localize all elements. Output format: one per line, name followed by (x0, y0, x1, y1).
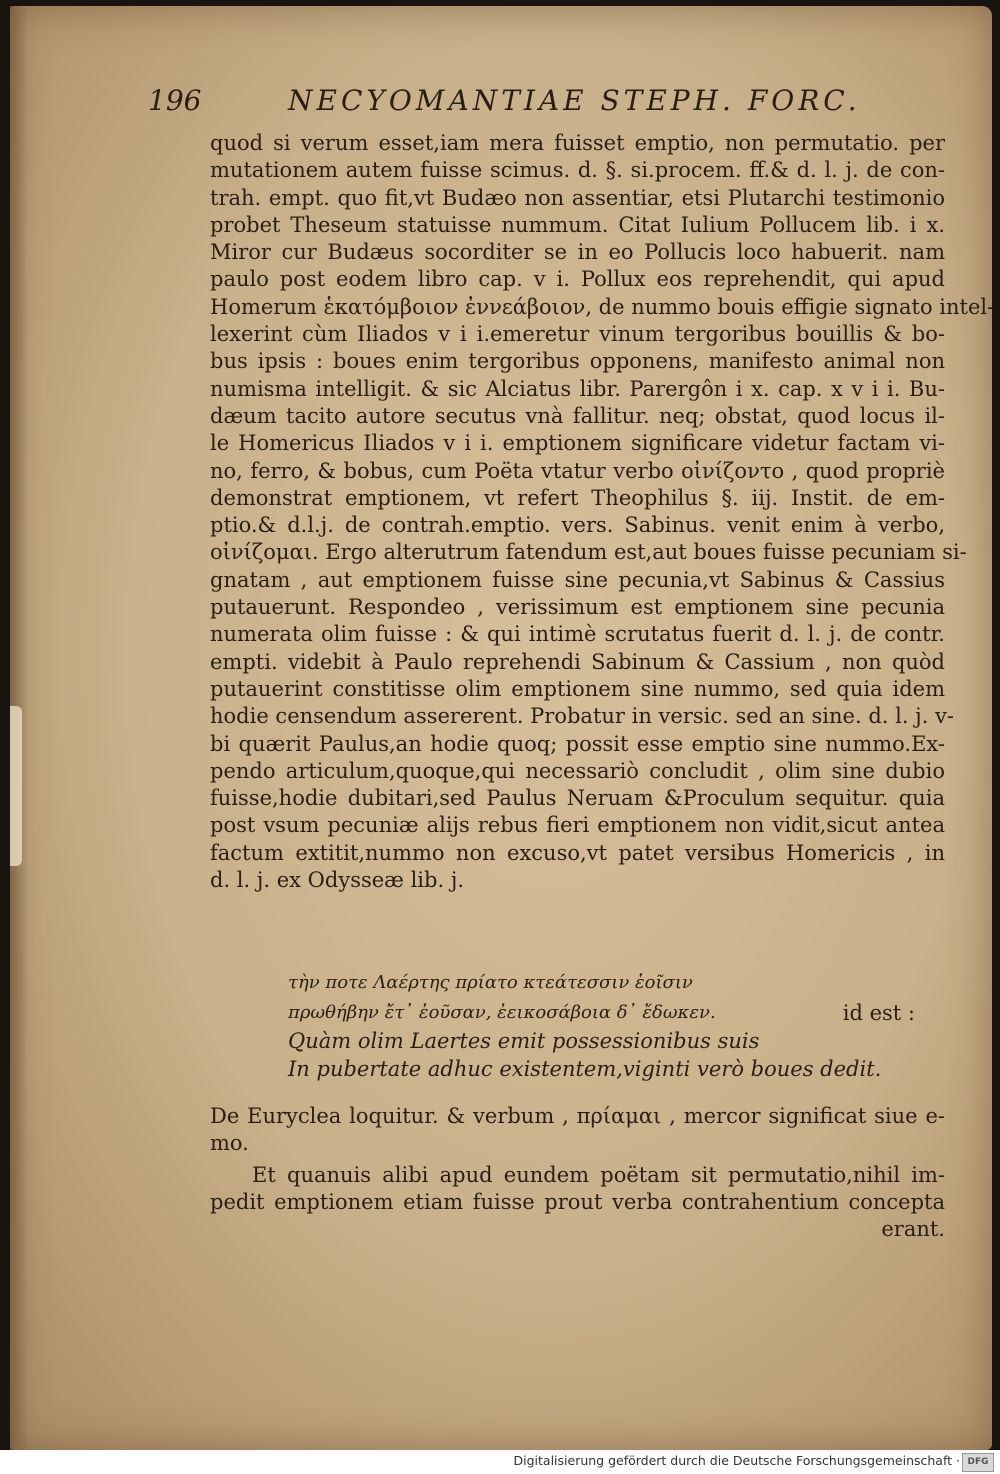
text-line: empti. videbit à Paulo reprehendi Sabinum & Cassium , non quòd (210, 649, 945, 674)
text-line: οἰνίζομαι. Ergo alterutrum fatendum est,aut boues fuisse pecuniam si- (210, 540, 967, 565)
text-line: gnatam , aut emptionem fuisse sine pecunia,vt Sabinus & Cassius (210, 567, 945, 592)
text-line: hodie censendum assererent. Probatur in versic. sed an sine. d. l. j. v- (210, 704, 955, 729)
dfg-logo: DFG (962, 1453, 994, 1472)
text-line: bi quærit Paulus,an hodie quoq; possit esse emptio sine nummo.Ex- (210, 731, 945, 756)
text-line: d. l. j. ex Odysseæ lib. j. (210, 868, 464, 893)
text-line: mo. (210, 1131, 249, 1156)
text-line: bus ipsis : boues enim tergoribus opponens, manifesto animal non (210, 349, 945, 374)
page-edge-fold (10, 706, 22, 866)
latin-verse-line: Quàm olim Laertes emit possessionibus suis (288, 1029, 760, 1053)
text-line: Et quanuis alibi apud eundem poëtam sit permutatio,nihil im- (252, 1162, 945, 1187)
running-title: NECYOMANTIAE STEPH. FORC. (288, 84, 861, 117)
main-text-block (210, 130, 995, 894)
greek-verse-line (210, 998, 945, 1028)
text-line: trah. empt. quo fit,vt Budæo non assentiar, etsi Plutarchi testimonio (210, 185, 945, 210)
text-line: pedit emptionem etiam fuisse prout verba contrahentium concepta (210, 1189, 945, 1214)
text-line: mutationem autem fuisse scimus. d. §. si.procem. ff.& d. l. j. de con- (210, 158, 945, 183)
text-line: putauerint constitisse olim emptionem sine nummo, sed quia idem (210, 676, 945, 701)
page-number: 196 (148, 84, 202, 117)
text-line: putauerunt. Respondeo , verissimum est emptionem sine pecunia (210, 595, 945, 620)
id-est-label: id est : (842, 1001, 915, 1025)
greek-verse-line: τὴν ποτε Λαέρτης πρίατο κτεάτεσσιν ἑοῖσιν (288, 972, 693, 993)
text-line: post vsum pecuniæ alijs rebus fieri emptionem non vidit,sicut antea (210, 813, 945, 838)
text-line: no, ferro, & bobus, cum Poëta vtatur verbo οἰνίζοντο , quod propriè (210, 458, 945, 483)
latin-verse-line: In pubertate adhuc existentem,viginti verò boues dedit. (288, 1056, 882, 1081)
digitization-footer (0, 1450, 1000, 1474)
text-line: paulo post eodem libro cap. v i. Pollux eos reprehendit, qui apud (210, 267, 945, 292)
text-line: factum extitit,nummo non excuso,vt patet versibus Homericis , in (210, 840, 945, 865)
text-line: numisma intelligit. & sic Alciatus libr. Parergôn i x. cap. x v i i. Bu- (210, 376, 945, 401)
text-line: ptio.& d.l.j. de contrah.emptio. vers. Sabinus. venit enim à verbo, (210, 513, 945, 538)
text-line: dæum tacito autore secutus vnà fallitur. neq; obstat, quod locus il- (210, 403, 945, 428)
text-line: quod si verum esset,iam mera fuisset emptio, non permutatio. per (210, 131, 945, 155)
closing-text-block (210, 1103, 945, 1243)
text-line: probet Theseum statuisse nummum. Citat Iulium Pollucem lib. i x. (210, 212, 945, 237)
text-line: pendo articulum,quoque,qui necessariò concludit , olim sine dubio (210, 758, 945, 783)
quotation-block (210, 968, 945, 1083)
text-line: Homerum ἑκατόμβοιον ἐννεάβοιον, de nummo bouis effigie signato intel- (210, 294, 995, 319)
text-line: demonstrat emptionem, vt refert Theophilus §. iij. Instit. de em- (210, 485, 945, 510)
text-line: fuisse,hodie dubitari,sed Paulus Neruam &Proculum sequitur. quia (210, 786, 945, 811)
text-line: Miror cur Budæus socorditer se in eo Pollucis loco habuerit. nam (210, 240, 945, 265)
greek-verse-text: πρωθήβην ἔτ᾽ ἐοῦσαν, ἐεικοσάβοια δ᾽ ἔδωκεν. (288, 1002, 716, 1023)
text-line: numerata olim fuisse : & qui intimè scrutatus fuerit d. l. j. de contr. (210, 622, 945, 647)
funding-credit: Digitalisierung gefördert durch die Deutsche Forschungsgemeinschaft · (513, 1453, 960, 1468)
text-line: De Euryclea loquitur. & verbum , πρίαμαι , mercor significat siue e- (210, 1104, 945, 1128)
text-line: erant. (881, 1217, 945, 1242)
running-head (148, 84, 908, 124)
text-line: lexerint cùm Iliados v i i.emeretur vinum tergoribus bouillis & bo- (210, 322, 945, 347)
text-line: le Homericus Iliados v i i. emptionem significare videtur factam vi- (210, 431, 945, 456)
